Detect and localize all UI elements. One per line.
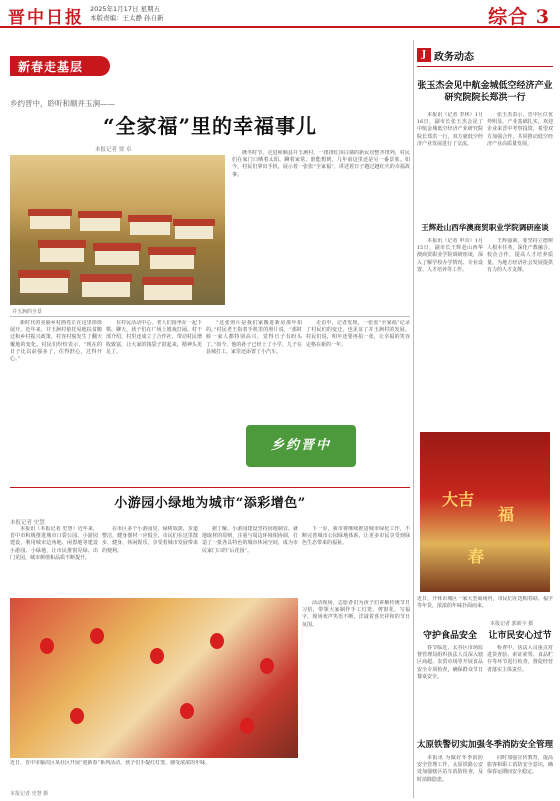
story-kicker: 乡约晋中，聆听和顺并玉涧—— — [10, 99, 115, 108]
news-3-col-1: 春节临近，太谷区市场监督管理局组织执法人员深入辖区商超、农贸市场等开展食品安全专项检查，确保群众节日餐桌安全。 — [417, 645, 483, 680]
main-story-col-4: 走访中，记者发现，一张张“全家福”记录了村民们的变迁，也见证了并玉涧村的发展。村民们说，明年还要再拍一张，让幸福的笑容定格在新的一年。 — [306, 320, 410, 348]
second-story-col-1: 本报讯（本报记者 史慧）近年来，晋中市积极推进城市口袋公园、小游园建设，利用城市边角地、闲置地等建设小游园、小绿地，让市民推窗见绿、出门见园，城市颜值和品质不断提升。 — [10, 526, 98, 561]
news-headline-1: 张玉杰会见中航金城低空经济产业研究院院长郑洪一行 — [417, 81, 553, 103]
news-1-col-2: 张玉杰表示，晋中区位优势明显、产业基础扎实，欢迎企业来晋中考察投资，希望双方加强合作，共同推动低空经济产业高质量发展。 — [487, 112, 553, 147]
news-headline-5: 太原铁警切实加强冬季消防安全管理 — [417, 740, 554, 750]
column-stamp: 乡约晋中 — [246, 425, 356, 467]
second-story-col-3: 据了解，小游园建设坚持因地制宜、就地取材的原则，注重与周边环境相协调，打造了一批各具特色的城市休闲空间，成为市民家门口的“后花园”。 — [202, 526, 298, 554]
column-rule — [413, 40, 414, 798]
news-2-col-2: 王辉强调，要坚持立德树人根本任务，深化产教融合、校企合作，提高人才培养质量，为地方经济社会发展提供有力的人才支撑。 — [487, 238, 553, 273]
news-5-col-2: 同时加强宣传教育，提高旅客和职工消防安全意识，确保春运期间安全稳定。 — [487, 755, 553, 776]
fu-char: 大吉 — [442, 490, 475, 509]
main-story-col-2: 在村民活动中心，老人们围坐在一起下棋、聊天，孩子们在广场上嬉戏打闹。村干部介绍，村里还成立了合作社，带动村民增收致富，让大家的钱袋子鼓起来，精神头更足了。 — [106, 320, 202, 355]
news-2-col-1: 本报讯（记者 申奇）1月15日，副市长王辉赴山西华澳商贸职业学院调研座谈，深入了解学校办学情况、专业设置、人才培养等工作。 — [417, 238, 483, 273]
children-lanterns-photo — [10, 598, 298, 758]
news-headline-4: 让市民安心过节 — [488, 631, 552, 641]
second-headline: 小游园小绿地为城市“添彩增色” — [114, 496, 306, 511]
new-year-photo-byline: 本报记者 郭新宇 摄 — [490, 621, 534, 627]
children-photo-caption: 近日，晋中市榆次区某社区开展“迎新春”系列活动，孩子们手提红灯笼，感受浓浓的年味。 — [10, 760, 211, 766]
section-icon: J — [417, 48, 431, 62]
news-3-col-2: 检查中，执法人员重点对进货查验、索证索票、食品贮存等环节进行检查，督促经营者落实主体责任。 — [487, 645, 553, 673]
newspaper-logo: 晋中日报 — [8, 8, 84, 28]
news-headline-3: 守护食品安全 — [422, 631, 477, 641]
section-banner: 新春走基层 — [10, 56, 110, 76]
story-divider — [10, 487, 410, 488]
new-year-goods-photo: 大吉 福 春 — [420, 432, 550, 592]
second-story-col-2: 在市区多个小游园里，绿树成荫，步道整洁，健身器材一应俱全。市民们在这里散步、健身、休闲娱乐，享受着城市发展带来的便利。 — [102, 526, 198, 554]
second-story-col-4: 下一步，我市将继续推进城市绿化工作，不断完善城市公园绿地体系，让更多市民享受到绿色生态带来的福祉。 — [302, 526, 410, 547]
village-photo — [10, 155, 225, 305]
news-1-col-1: 本报讯（记者 李林）1月16日，副市长张玉杰会见了中航金城低空经济产业研究院院长郑洪一行，双方就低空经济产业发展进行了交流。 — [417, 112, 483, 147]
main-byline: 本报记者 贾 卓 — [95, 147, 132, 153]
page-editors: 本版责编：王太静 孙自新 — [90, 14, 164, 22]
main-story-col-1: 新时代的美丽乡村画卷正在这里徐徐展开。近年来，并玉涧村依托易地扶贫搬迁和乡村振兴政策，村容村貌发生了翻天覆地的变化。村民们纷纷表示，“现在的日子比以前强多了，住得舒心，过得开心。” — [10, 320, 102, 363]
news-5-col-1: 本报讯 为做好冬季消防安全管理工作，太原铁路公安处加强辖区站车消防检查，及时消除隐患。 — [417, 755, 483, 783]
new-year-photo-caption: 近日，介休市城区一家大型商场内，市民们在选购春联、福字等年货，浓浓的年味扑面而来。 — [417, 596, 553, 610]
rule — [10, 316, 410, 317]
section-rule — [417, 66, 553, 67]
issue-date: 2025年1月17日 星期五 — [90, 5, 161, 13]
second-story-col-5: 活动现场，志愿者们为孩子们讲解传统节日习俗，带领大家制作手工灯笼、剪窗花、写福字，现场欢声笑语不断，洋溢着喜庆祥和的节日氛围。 — [302, 600, 410, 628]
main-story-intro: 隆冬时节，走进和顺县并玉涧村，一排排红顶白墙的新民居整齐排列，村民们在家门口晒着太阳、聊着家常。谁能想到，几年前这里还是另一番景象。如今，村民们拿出手机，展示着一张张“全家福”，讲述着日子越过越红火的幸福故事。 — [232, 150, 410, 178]
second-byline: 本报记者 史慧 — [10, 520, 45, 526]
news-headline-2: 王辉赴山西华澳商贸职业学院调研座谈 — [421, 223, 549, 232]
masthead — [0, 0, 560, 28]
main-story-col-3: “这张照片是我们家搬进新房那年拍的。”村民老王指着手机里的照片说，“那时候一家人都特别高兴，觉得日子有盼头了。”如今，他的孙子已经上了小学，儿子在县城打工，家里还添置了小汽车。 — [206, 320, 302, 355]
main-headline: “全家福”里的幸福事儿 — [102, 114, 317, 138]
children-photo-byline: 本报记者 史慧 摄 — [10, 791, 49, 797]
masthead-meta — [90, 5, 164, 23]
section-title: 政务动态 — [434, 52, 474, 63]
village-photo-caption: 并玉涧的全景 — [12, 309, 43, 315]
page-label: 综合 3 — [488, 6, 550, 28]
